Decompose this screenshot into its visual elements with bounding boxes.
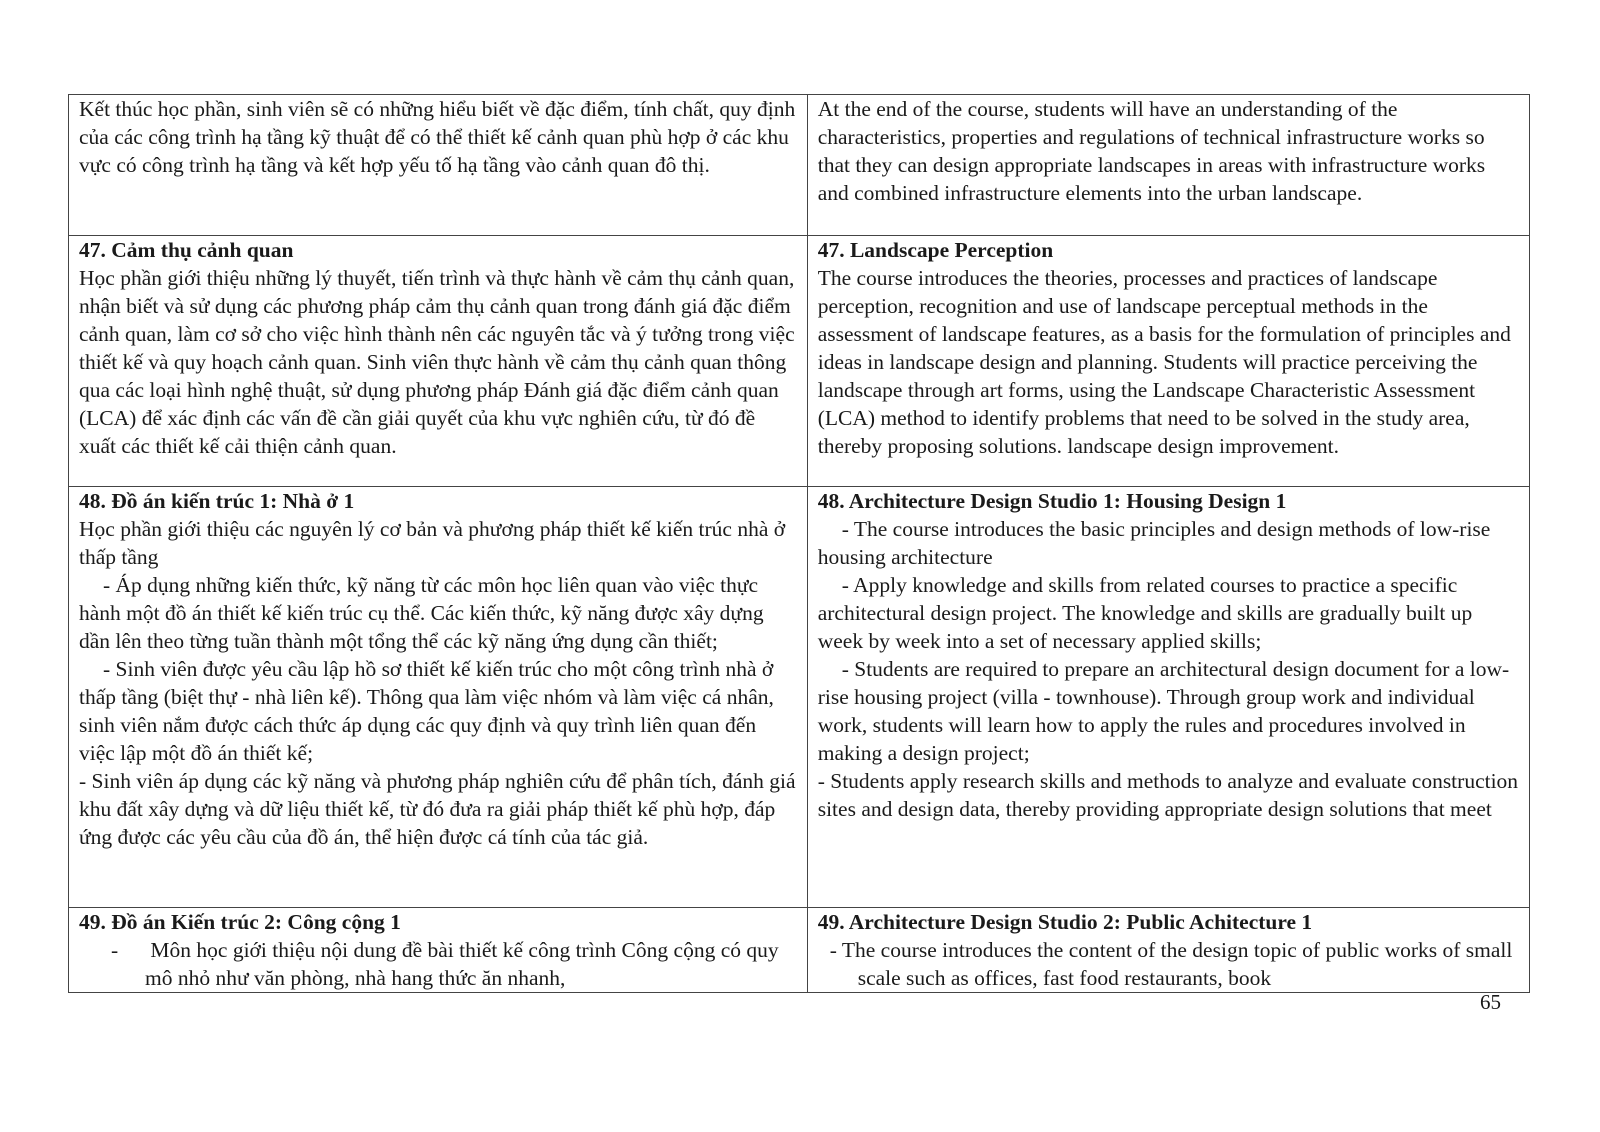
course-bullet-en: - Apply knowledge and skills from related courses to practice a specific architectural design project. The knowledge and skills are gradually built up week by week into a set of necessary applied skills; — [817, 573, 1473, 653]
course-bullet-vi: - Môn học giới thiệu nội dung đề bài thiết kế công trình Công cộng có quy mô nhỏ như văn phòng, nhà hang thức ăn nhanh, — [111, 938, 784, 990]
course-paragraph-vi: Học phần giới thiệu các nguyên lý cơ bản và phương pháp thiết kế kiến trúc nhà ở thấp tầng — [79, 517, 786, 569]
course-bullet-en: - Students are required to prepare an architectural design document for a low-rise housing project (villa - townhouse). Through group work and individual work, students will learn how to apply the rules and procedures involved in making a design project; — [817, 657, 1510, 765]
course-description-vi: Học phần giới thiệu những lý thuyết, tiến trình và thực hành về cảm thụ cảnh quan, nhận biết và sử dụng các phương pháp cảm thụ cảnh quan trong đánh giá đặc điểm cảnh quan, làm cơ sở cho việc hình thành nên các nguyên tắc và ý tưởng trong việc thiết kế và quy hoạch cảnh quan. Sinh viên thực hành về cảm thụ cảnh quan thông qua các loại hình nghệ thuật, sử dụng phương pháp Đánh giá đặc điểm cảnh quan (LCA) để xác định các vấn đề cần giải quyết của khu vực nghiên cứu, từ đó đề xuất các thiết kế cải thiện cảnh quan. — [79, 266, 795, 458]
table-row — [69, 95, 1530, 236]
vi-cell — [69, 487, 808, 908]
en-cell — [807, 487, 1529, 908]
page-number: 65 — [1480, 990, 1501, 1014]
vi-cell — [69, 236, 808, 487]
course-title-vi: 48. Đồ án kiến trúc 1: Nhà ở 1 — [79, 489, 355, 513]
course-table — [68, 94, 1530, 993]
vi-text: Kết thúc học phần, sinh viên sẽ có những hiểu biết về đặc điểm, tính chất, quy định của các công trình hạ tầng kỹ thuật để có thể thiết kế cảnh quan phù hợp ở các khu vực có công trình hạ tầng và kết hợp yếu tố hạ tầng vào cảnh quan đô thị. — [79, 97, 796, 177]
en-cell — [807, 95, 1529, 236]
vi-cell — [69, 908, 808, 993]
course-title-en: 48. Architecture Design Studio 1: Housing Design 1 — [817, 489, 1287, 513]
en-cell — [807, 908, 1529, 993]
course-title-vi: 49. Đồ án Kiến trúc 2: Công cộng 1 — [79, 910, 401, 934]
table-row — [69, 236, 1530, 487]
en-text: At the end of the course, students will have an understanding of the characteristics, properties and regulations of technical infrastructure works so that they can design appropriate landscapes in areas with infrastructure works and combined infrastructure elements into the urban landscape. — [817, 97, 1486, 205]
course-bullet-vi: - Sinh viên được yêu cầu lập hồ sơ thiết kế kiến trúc cho một công trình nhà ở thấp tầng (biệt thự - nhà liên kế). Thông qua làm việc nhóm và làm việc cá nhân, sinh viên nắm được cách thức áp dụng các quy định và quy trình liên quan đến việc lập một đồ án thiết kế; — [79, 657, 774, 765]
table-row — [69, 908, 1530, 993]
course-bullet-vi: - Sinh viên áp dụng các kỹ năng và phương pháp nghiên cứu để phân tích, đánh giá khu đất xây dựng và dữ liệu thiết kế, từ đó đưa ra giải pháp thiết kế phù hợp, đáp ứng được các yêu cầu của đồ án, thể hiện được cá tính của tác giả. — [79, 769, 796, 849]
course-title-en: 49. Architecture Design Studio 2: Public Achitecture 1 — [817, 910, 1313, 934]
en-cell — [807, 236, 1529, 487]
table-row — [69, 487, 1530, 908]
course-title-en: 47. Landscape Perception — [817, 238, 1054, 262]
course-bullet-en: - Students apply research skills and methods to analyze and evaluate construction sites and design data, thereby providing appropriate design solutions that meet — [817, 769, 1519, 821]
course-bullet-vi: - Áp dụng những kiến thức, kỹ năng từ các môn học liên quan vào việc thực hành một đồ án thiết kế kiến trúc cụ thể. Các kiến thức, kỹ năng được xây dựng dần lên theo từng tuần thành một tổng thể các kỹ năng ứng dụng cần thiết; — [79, 573, 764, 653]
course-title-vi: 47. Cảm thụ cảnh quan — [79, 238, 294, 262]
course-bullet-en: - The course introduces the content of the design topic of public works of small scale such as offices, fast food restaurants, book — [829, 938, 1513, 990]
course-bullet-en: - The course introduces the basic principles and design methods of low-rise housing architecture — [817, 517, 1491, 569]
course-description-en: The course introduces the theories, processes and practices of landscape perception, recognition and use of landscape perceptual methods in the assessment of landscape features, as a basis for the formulation of principles and ideas in landscape design and planning. Students will practice perceiving the landscape through art forms, using the Landscape Characteristic Assessment (LCA) method to identify problems that need to be solved in the study area, thereby proposing solutions. landscape design improvement. — [817, 266, 1511, 458]
vi-cell — [69, 95, 808, 236]
